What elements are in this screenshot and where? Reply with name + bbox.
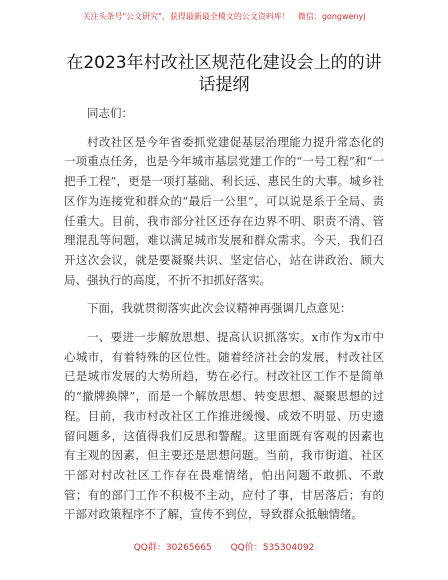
document-title: 在2023年村改社区规范化建设会上的的讲话提纲 (66, 53, 382, 95)
paragraph-intro: 村改社区是今年省委抓党建促基层治理能力提升常态化的一项重点任务，也是今年城市基层党建工作的“一号工程”和“一把手工程”，更是一项打基础、利长远、惠民生的大事。城乡社区作为连接党和群众的“最后一公里”，可以说是系于全局、责任重大。目前，我市部分社区还存在边界不明、职责不清、管理混乱等问题，难以满足城市发展和群众需求。今天，我们召开这次会议，就是要凝聚共识、坚定信心，站在讲政治、顾大局、强执行的高度，不折不扣抓好落实。 (64, 134, 384, 287)
header-promo-banner: 关注头条号"公文研究"，获得最新最全模文的公文资料库！ 微信：gongwenyj (82, 12, 366, 21)
paragraph-point-one: 一、要进一步解放思想、提高认识抓落实。x市作为x市中心城市，有着特殊的区位性。随着经济社会的发展，村改社区已是城市发展的大势所趋，势在必行。村改社区工作不是简单的“撤牌换牌”，而是一个解放思想、转变思想、凝聚思想的过程。目前，我市村改社区工作推进缓慢、成效不明显、历史遗留问题多，这值得我们反思和警醒。这里面既有客观的因素也有主观的因素，但主要还是思想问题。当前，我市街道、社区干部对村改社区工作存在畏难情绪，怕出问题不敢抓、不敢管；有的部门工作不积极不主动，应付了事，甘居落后；有的干部对政策程序不了解，宣传不到位，导致群众抵触情绪。 (64, 330, 384, 522)
document-body (64, 104, 384, 534)
footer-qq-group: QQ群：30265665 (133, 543, 212, 553)
paragraph-transition: 下面，我就贯彻落实此次会议精神再强调几点意见： (87, 301, 352, 316)
footer-contact (0, 542, 448, 554)
footer-qq-contact: QQ价：535304092 (230, 543, 315, 553)
greeting: 同志们： (87, 106, 133, 120)
